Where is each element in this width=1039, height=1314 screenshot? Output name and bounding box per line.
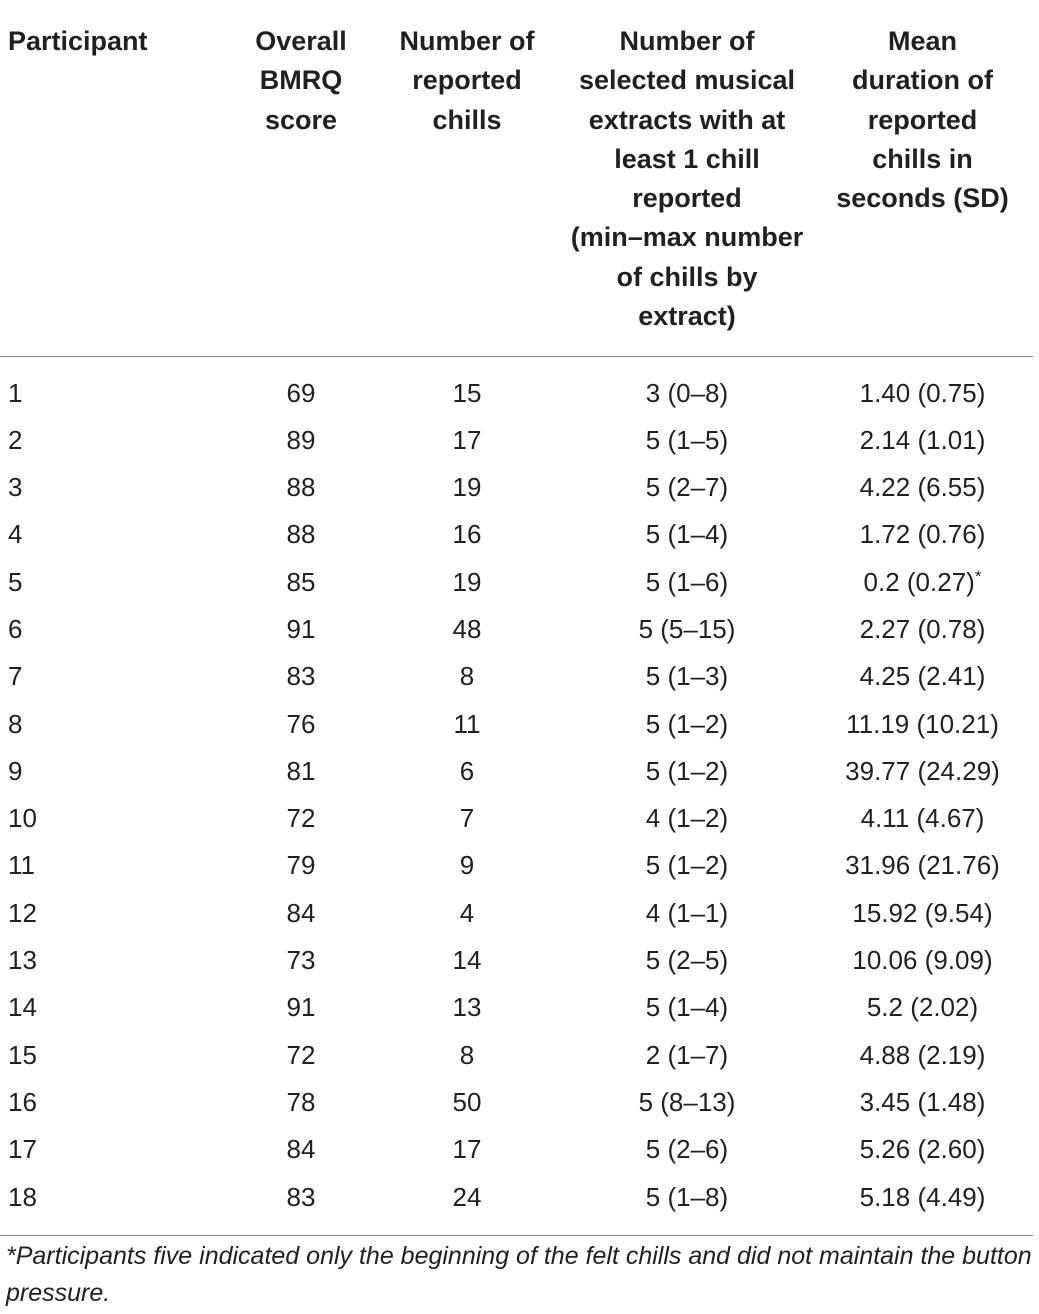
- cell-value: 72: [286, 1039, 316, 1070]
- cell-mean-duration: [812, 937, 1033, 984]
- cell-value: 73: [286, 945, 316, 976]
- cell-value: 83: [286, 1181, 316, 1212]
- cell-participant: [0, 357, 230, 417]
- cell-participant: [0, 748, 230, 795]
- cell-value: 1.72 (0.76): [859, 519, 986, 550]
- cell-value: 15: [8, 1039, 37, 1070]
- cell-reported-chills: [372, 748, 562, 795]
- cell-value: 3 (0–8): [645, 377, 729, 408]
- header-mean-duration: [812, 18, 1033, 357]
- cell-participant: [0, 937, 230, 984]
- header-line: Mean: [887, 26, 958, 56]
- cell-mean-duration: [812, 842, 1033, 889]
- header-line: Overall: [255, 26, 347, 56]
- table-row: [0, 653, 1033, 700]
- cell-value: 4 (1–1): [645, 897, 729, 928]
- cell-mean-duration: [812, 1173, 1033, 1235]
- cell-value: 18: [8, 1181, 37, 1212]
- cell-value: 5 (1–6): [645, 566, 729, 597]
- cell-value: 88: [286, 519, 316, 550]
- cell-mean-duration: [812, 700, 1033, 747]
- cell-value: 85: [286, 566, 316, 597]
- cell-value: 4 (1–2): [645, 803, 729, 834]
- cell-reported-chills: [372, 417, 562, 464]
- cell-selected-extracts: [562, 842, 812, 889]
- cell-reported-chills: [372, 984, 562, 1031]
- cell-selected-extracts: [562, 1032, 812, 1079]
- cell-value: 1.40 (0.75): [859, 377, 986, 408]
- cell-participant: [0, 795, 230, 842]
- header-line: reported: [867, 104, 978, 135]
- cell-mean-duration: [812, 606, 1033, 653]
- table-row: [0, 1079, 1033, 1126]
- header-line: of chills by: [616, 261, 758, 292]
- cell-mean-duration: [812, 417, 1033, 464]
- cell-participant: [0, 1032, 230, 1079]
- cell-bmrq-score: [230, 1032, 372, 1079]
- cell-selected-extracts: [562, 937, 812, 984]
- cell-value: 11: [8, 850, 35, 881]
- cell-value: 69: [286, 377, 316, 408]
- cell-value: 17: [8, 1134, 37, 1165]
- cell-value: 4.22 (6.55): [859, 472, 986, 503]
- table-row: [0, 606, 1033, 653]
- cell-value: 15.92 (9.54): [852, 897, 993, 928]
- cell-value: 5 (1–4): [645, 519, 729, 550]
- table-row: [0, 1126, 1033, 1173]
- header-line: chills: [432, 104, 502, 135]
- cell-bmrq-score: [230, 1126, 372, 1173]
- cell-mean-duration: [812, 890, 1033, 937]
- table-row: [0, 1032, 1033, 1079]
- chills-table: [0, 18, 1033, 1236]
- cell-bmrq-score: [230, 653, 372, 700]
- cell-reported-chills: [372, 700, 562, 747]
- table-header: [0, 18, 1033, 357]
- cell-bmrq-score: [230, 890, 372, 937]
- cell-value: 72: [286, 803, 316, 834]
- cell-selected-extracts: [562, 606, 812, 653]
- cell-mean-duration: [812, 653, 1033, 700]
- cell-value: 16: [452, 519, 482, 550]
- footnote-marker: *: [974, 566, 982, 586]
- header-line: Number of: [399, 26, 535, 56]
- cell-mean-duration: [812, 1032, 1033, 1079]
- cell-selected-extracts: [562, 795, 812, 842]
- header-line: chills in: [872, 143, 973, 174]
- cell-value: 11: [453, 708, 481, 739]
- table-row: [0, 511, 1033, 558]
- cell-reported-chills: [372, 937, 562, 984]
- cell-bmrq-score: [230, 795, 372, 842]
- cell-value: 4.25 (2.41): [859, 661, 986, 692]
- cell-value: 8: [459, 661, 475, 692]
- cell-value: 13: [452, 992, 482, 1023]
- cell-reported-chills: [372, 464, 562, 511]
- cell-value: 4: [8, 519, 23, 550]
- table-row: [0, 748, 1033, 795]
- cell-value: 19: [452, 472, 482, 503]
- cell-reported-chills: [372, 1032, 562, 1079]
- cell-reported-chills: [372, 653, 562, 700]
- cell-value: 17: [452, 424, 482, 455]
- header-bmrq-score: [230, 18, 372, 357]
- cell-selected-extracts: [562, 511, 812, 558]
- cell-value: 5 (1–2): [645, 850, 729, 881]
- cell-bmrq-score: [230, 748, 372, 795]
- cell-value: 5.18 (4.49): [859, 1181, 986, 1212]
- cell-bmrq-score: [230, 984, 372, 1031]
- cell-value: 13: [8, 945, 37, 976]
- cell-value: 1: [8, 377, 23, 408]
- header-line: extracts with at: [588, 104, 786, 135]
- cell-bmrq-score: [230, 1173, 372, 1235]
- cell-selected-extracts: [562, 417, 812, 464]
- cell-value: 9: [459, 850, 475, 881]
- cell-mean-duration: [812, 748, 1033, 795]
- cell-value: 5 (2–7): [645, 472, 729, 503]
- header-line: extract): [638, 301, 736, 332]
- cell-selected-extracts: [562, 1126, 812, 1173]
- table-row: [0, 417, 1033, 464]
- cell-bmrq-score: [230, 357, 372, 417]
- cell-reported-chills: [372, 357, 562, 417]
- header-line: (min–max number: [570, 222, 804, 253]
- cell-reported-chills: [372, 795, 562, 842]
- cell-mean-duration: [812, 464, 1033, 511]
- cell-participant: [0, 653, 230, 700]
- cell-selected-extracts: [562, 653, 812, 700]
- cell-reported-chills: [372, 559, 562, 606]
- cell-value: 88: [286, 472, 316, 503]
- cell-value: 0.2 (0.27): [863, 566, 975, 597]
- cell-value: 48: [452, 614, 482, 644]
- cell-reported-chills: [372, 1079, 562, 1126]
- cell-value: 5 (1–3): [645, 661, 729, 692]
- cell-value: 81: [286, 755, 316, 786]
- cell-value: 16: [8, 1086, 37, 1117]
- cell-value: 4.88 (2.19): [859, 1039, 986, 1070]
- cell-participant: [0, 1079, 230, 1126]
- header-reported-chills: [372, 18, 562, 357]
- cell-value: 9: [8, 755, 23, 786]
- cell-value: 5 (5–15): [638, 614, 736, 644]
- cell-value: 76: [286, 708, 316, 739]
- cell-bmrq-score: [230, 559, 372, 606]
- cell-value: 24: [452, 1181, 482, 1212]
- cell-selected-extracts: [562, 984, 812, 1031]
- header-line: seconds (SD): [836, 183, 1009, 214]
- cell-bmrq-score: [230, 464, 372, 511]
- cell-selected-extracts: [562, 1079, 812, 1126]
- header-participant: [0, 18, 230, 357]
- cell-value: 12: [8, 897, 37, 928]
- header-line: reported: [632, 183, 742, 214]
- cell-reported-chills: [372, 890, 562, 937]
- cell-value: 5 (8–13): [638, 1086, 736, 1117]
- cell-participant: [0, 606, 230, 653]
- table-row: [0, 795, 1033, 842]
- cell-bmrq-score: [230, 842, 372, 889]
- cell-selected-extracts: [562, 357, 812, 417]
- cell-value: 5 (2–6): [645, 1134, 729, 1165]
- cell-reported-chills: [372, 511, 562, 558]
- cell-value: 19: [452, 566, 482, 597]
- header-line: reported: [412, 65, 522, 96]
- cell-selected-extracts: [562, 464, 812, 511]
- cell-value: 84: [286, 1134, 316, 1165]
- cell-participant: [0, 842, 230, 889]
- cell-value: 50: [452, 1086, 482, 1117]
- cell-participant: [0, 511, 230, 558]
- cell-value: 91: [286, 992, 316, 1023]
- header-line: selected musical: [578, 65, 796, 96]
- cell-value: 3.45 (1.48): [859, 1086, 986, 1117]
- cell-mean-duration: [812, 559, 1033, 606]
- cell-value: 78: [286, 1086, 316, 1117]
- table-body: [0, 357, 1033, 1235]
- cell-value: 89: [286, 424, 316, 455]
- cell-selected-extracts: [562, 559, 812, 606]
- header-selected-extracts: [562, 18, 812, 357]
- cell-value: 79: [286, 850, 316, 881]
- cell-bmrq-score: [230, 700, 372, 747]
- cell-bmrq-score: [230, 1079, 372, 1126]
- header-line: BMRQ: [259, 65, 343, 96]
- cell-value: 17: [452, 1134, 482, 1165]
- header-line: score: [264, 104, 338, 135]
- cell-value: 2 (1–7): [645, 1039, 729, 1070]
- cell-participant: [0, 984, 230, 1031]
- cell-value: 6: [8, 614, 23, 644]
- cell-value: 4: [459, 897, 475, 928]
- cell-value: 84: [286, 897, 316, 928]
- header-line: Number of: [619, 26, 755, 56]
- table-row: [0, 357, 1033, 417]
- table-row: [0, 700, 1033, 747]
- table-footnote: *Participants five indicated only the beginning of the felt chills and did not maintain the button pressure.: [6, 1242, 1032, 1307]
- cell-value: 6: [459, 755, 475, 786]
- cell-bmrq-score: [230, 606, 372, 653]
- cell-participant: [0, 1126, 230, 1173]
- cell-mean-duration: [812, 1126, 1033, 1173]
- cell-value: 4.11 (4.67): [860, 803, 985, 834]
- cell-value: 5 (2–5): [645, 945, 729, 976]
- table-row: [0, 1173, 1033, 1235]
- cell-value: 14: [8, 992, 37, 1023]
- cell-bmrq-score: [230, 417, 372, 464]
- cell-value: 5.26 (2.60): [859, 1134, 986, 1165]
- cell-value: 5 (1–2): [645, 708, 729, 739]
- cell-value: 5.2 (2.02): [866, 992, 979, 1023]
- table-row: [0, 842, 1033, 889]
- table-row: [0, 937, 1033, 984]
- table-row: [0, 984, 1033, 1031]
- cell-value: 91: [286, 614, 316, 644]
- cell-mean-duration: [812, 1079, 1033, 1126]
- cell-mean-duration: [812, 795, 1033, 842]
- cell-bmrq-score: [230, 511, 372, 558]
- cell-selected-extracts: [562, 748, 812, 795]
- cell-reported-chills: [372, 1173, 562, 1235]
- cell-value: 5 (1–5): [645, 424, 729, 455]
- cell-participant: [0, 464, 230, 511]
- cell-value: 5 (1–8): [645, 1181, 729, 1212]
- cell-value: 39.77 (24.29): [845, 755, 1000, 786]
- header-line: Participant: [8, 26, 148, 56]
- cell-value: 11.19 (10.21): [846, 708, 999, 739]
- cell-value: 15: [452, 377, 482, 408]
- cell-value: 10.06 (9.09): [852, 945, 993, 976]
- cell-value: 5: [8, 566, 23, 597]
- cell-value: 2: [8, 424, 23, 455]
- cell-mean-duration: [812, 357, 1033, 417]
- cell-selected-extracts: [562, 890, 812, 937]
- cell-reported-chills: [372, 842, 562, 889]
- cell-value: 31.96 (21.76): [845, 850, 1000, 881]
- cell-participant: [0, 890, 230, 937]
- cell-mean-duration: [812, 511, 1033, 558]
- cell-value: 83: [286, 661, 316, 692]
- table-row: [0, 559, 1033, 606]
- header-row: [0, 18, 1033, 357]
- cell-value: 5 (1–2): [645, 755, 729, 786]
- header-line: least 1 chill: [614, 143, 760, 174]
- cell-value: 3: [8, 472, 23, 503]
- cell-value: 7: [459, 803, 475, 834]
- cell-selected-extracts: [562, 1173, 812, 1235]
- cell-value: 2.27 (0.78): [859, 614, 986, 644]
- table-row: [0, 890, 1033, 937]
- cell-participant: [0, 417, 230, 464]
- cell-value: 5 (1–4): [645, 992, 729, 1023]
- cell-reported-chills: [372, 1126, 562, 1173]
- cell-value: 8: [459, 1039, 475, 1070]
- cell-participant: [0, 559, 230, 606]
- cell-value: 2.14 (1.01): [859, 424, 986, 455]
- cell-value: 8: [8, 708, 23, 739]
- cell-reported-chills: [372, 606, 562, 653]
- cell-participant: [0, 700, 230, 747]
- header-line: duration of: [852, 65, 993, 96]
- cell-mean-duration: [812, 984, 1033, 1031]
- cell-value: 14: [452, 945, 482, 976]
- cell-selected-extracts: [562, 700, 812, 747]
- cell-bmrq-score: [230, 937, 372, 984]
- cell-value: 7: [8, 661, 23, 692]
- table-row: [0, 464, 1033, 511]
- cell-value: 10: [8, 803, 37, 834]
- cell-participant: [0, 1173, 230, 1235]
